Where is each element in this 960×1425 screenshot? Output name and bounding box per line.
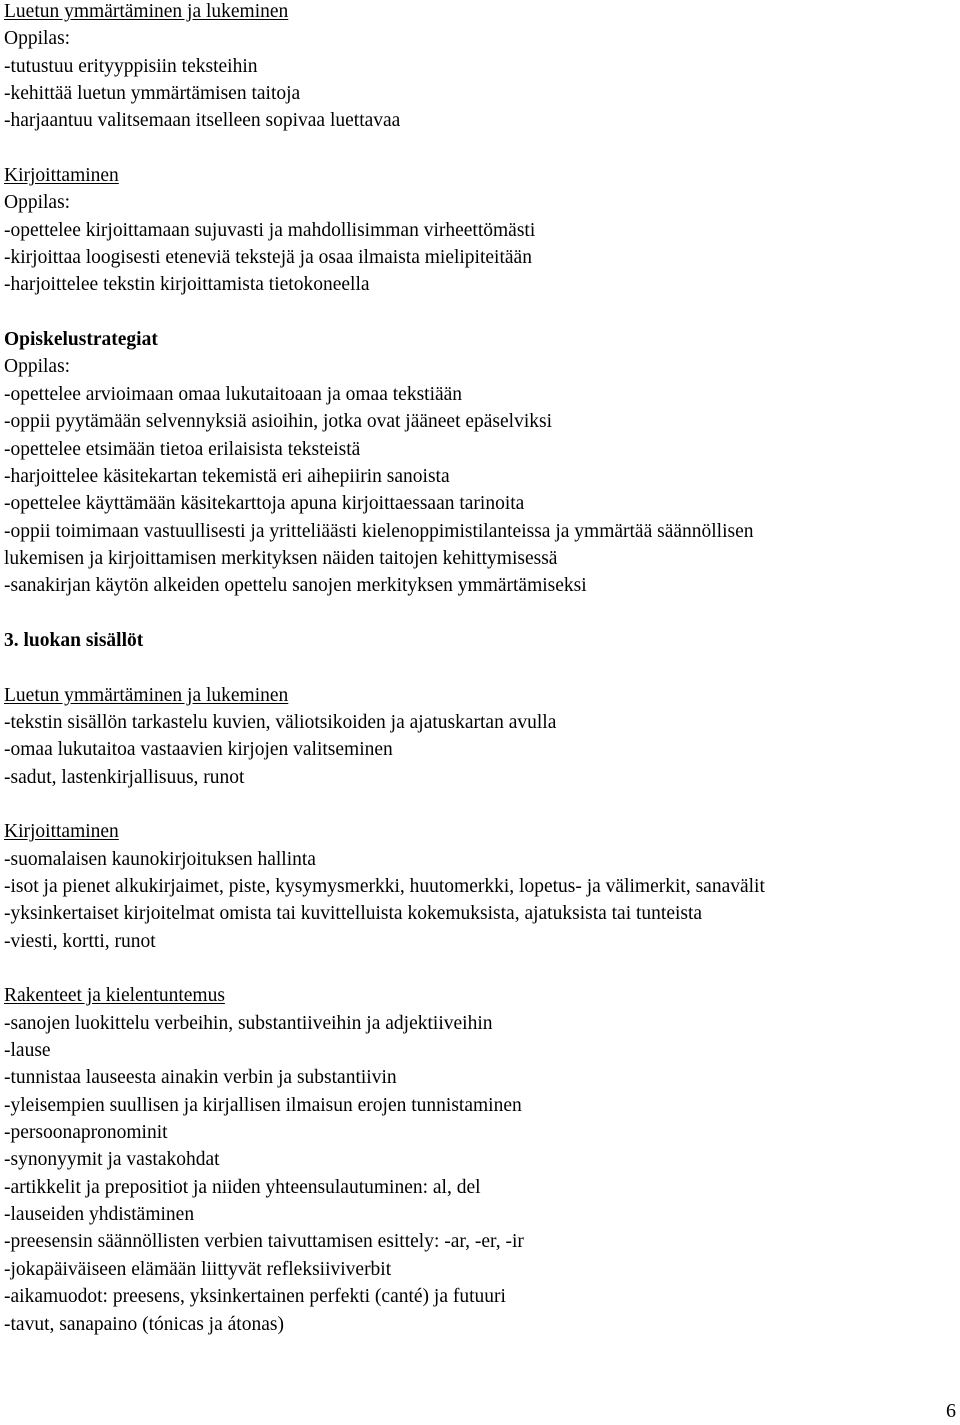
list-item: -tunnistaa lauseesta ainakin verbin ja substantiivin <box>4 1067 397 1089</box>
section-heading-strategies: Opiskelustrategiat <box>4 329 158 351</box>
subsection-heading-writing: Kirjoittaminen <box>4 821 119 843</box>
spacer <box>4 656 954 683</box>
list-item: -suomalaisen kaunokirjoituksen hallinta <box>4 848 316 870</box>
spacer <box>4 957 954 984</box>
list-item: -yleisempien suullisen ja kirjallisen ilmaisun erojen tunnistaminen <box>4 1094 522 1116</box>
list-item: -sanojen luokittelu verbeihin, substantiiveihin ja adjektiiveihin <box>4 1012 493 1034</box>
list-item: -yksinkertaiset kirjoitelmat omista tai kuvittelluista kokemuksista, ajatuksista tai tunteista <box>4 903 703 925</box>
list-item: -harjoittelee käsitekartan tekemistä eri aihepiirin sanoista <box>4 465 450 487</box>
list-item: -omaa lukutaitoa vastaavien kirjojen valitseminen <box>4 739 393 761</box>
list-item: -opettelee etsimään tietoa erilaisista teksteistä <box>4 438 361 460</box>
student-label: Oppilas: <box>4 192 71 214</box>
subsection-heading-reading: Luetun ymmärtäminen ja lukeminen <box>4 684 289 706</box>
list-item: -aikamuodot: preesens, yksinkertainen perfekti (canté) ja futuuri <box>4 1286 506 1308</box>
spacer <box>4 301 954 328</box>
list-item: lukemisen ja kirjoittamisen merkityksen näiden taitojen kehittymisessä <box>4 547 558 569</box>
list-item: -lauseiden yhdistäminen <box>4 1204 195 1226</box>
list-item: -opettelee käyttämään käsitekarttoja apuna kirjoittaessaan tarinoita <box>4 493 525 515</box>
section-heading-writing: Kirjoittaminen <box>4 165 119 187</box>
spacer <box>4 793 954 820</box>
list-item: -opettelee kirjoittamaan sujuvasti ja mahdollisimman virheettömästi <box>4 219 536 241</box>
subsection-heading-structures: Rakenteet ja kielentuntemus <box>4 985 225 1007</box>
list-item: -tekstin sisällön tarkastelu kuvien, väliotsikoiden ja ajatuskartan avulla <box>4 711 557 733</box>
list-item: -harjoittelee tekstin kirjoittamista tietokoneella <box>4 274 370 296</box>
list-item: -synonyymit ja vastakohdat <box>4 1149 220 1171</box>
list-item: -isot ja pienet alkukirjaimet, piste, kysymysmerkki, huutomerkki, lopetus- ja välimerkit, sanavälit <box>4 876 765 897</box>
page-number: 6 <box>946 1400 956 1422</box>
list-item: -kehittää luetun ymmärtämisen taitoja <box>4 83 301 105</box>
list-item: -preesensin säännöllisten verbien taivuttamisen esittely: -ar, -er, -ir <box>4 1231 524 1253</box>
student-label: Oppilas: <box>4 356 71 378</box>
spacer <box>4 137 954 164</box>
list-item: -viesti, kortti, runot <box>4 930 156 952</box>
student-label: Oppilas: <box>4 28 71 50</box>
list-item: -tavut, sanapaino (tónicas ja átonas) <box>4 1313 284 1335</box>
list-item: -opettelee arvioimaan omaa lukutaitoaan ja omaa tekstiään <box>4 383 463 405</box>
section-heading-reading: Luetun ymmärtäminen ja lukeminen <box>4 1 289 22</box>
list-item: -oppii pyytämään selvennyksiä asioihin, jotka ovat jääneet epäselviksi <box>4 411 553 433</box>
spacer <box>4 602 954 629</box>
list-item: -kirjoittaa loogisesti eteneviä tekstejä ja osaa ilmaista mielipiteitään <box>4 247 532 269</box>
list-item: -sadut, lastenkirjallisuus, runot <box>4 766 245 788</box>
list-item: -oppii toimimaan vastuullisesti ja yritteliäästi kielenoppimistilanteissa ja ymmärtää säännöllisen <box>4 520 754 542</box>
list-item: -jokapäiväiseen elämään liittyvät refleksiiviverbit <box>4 1258 392 1280</box>
list-item: -sanakirjan käytön alkeiden opettelu sanojen merkityksen ymmärtämiseksi <box>4 575 587 597</box>
grade3-heading: 3. luokan sisällöt <box>4 629 144 651</box>
list-item: -lause <box>4 1040 51 1062</box>
list-item: -persoonapronominit <box>4 1122 168 1144</box>
list-item: -tutustuu erityyppisiin teksteihin <box>4 55 258 77</box>
document-body <box>4 0 954 1340</box>
list-item: -artikkelit ja prepositiot ja niiden yhteensulautuminen: al, del <box>4 1176 481 1198</box>
list-item: -harjaantuu valitsemaan itselleen sopivaa luettavaa <box>4 110 401 132</box>
